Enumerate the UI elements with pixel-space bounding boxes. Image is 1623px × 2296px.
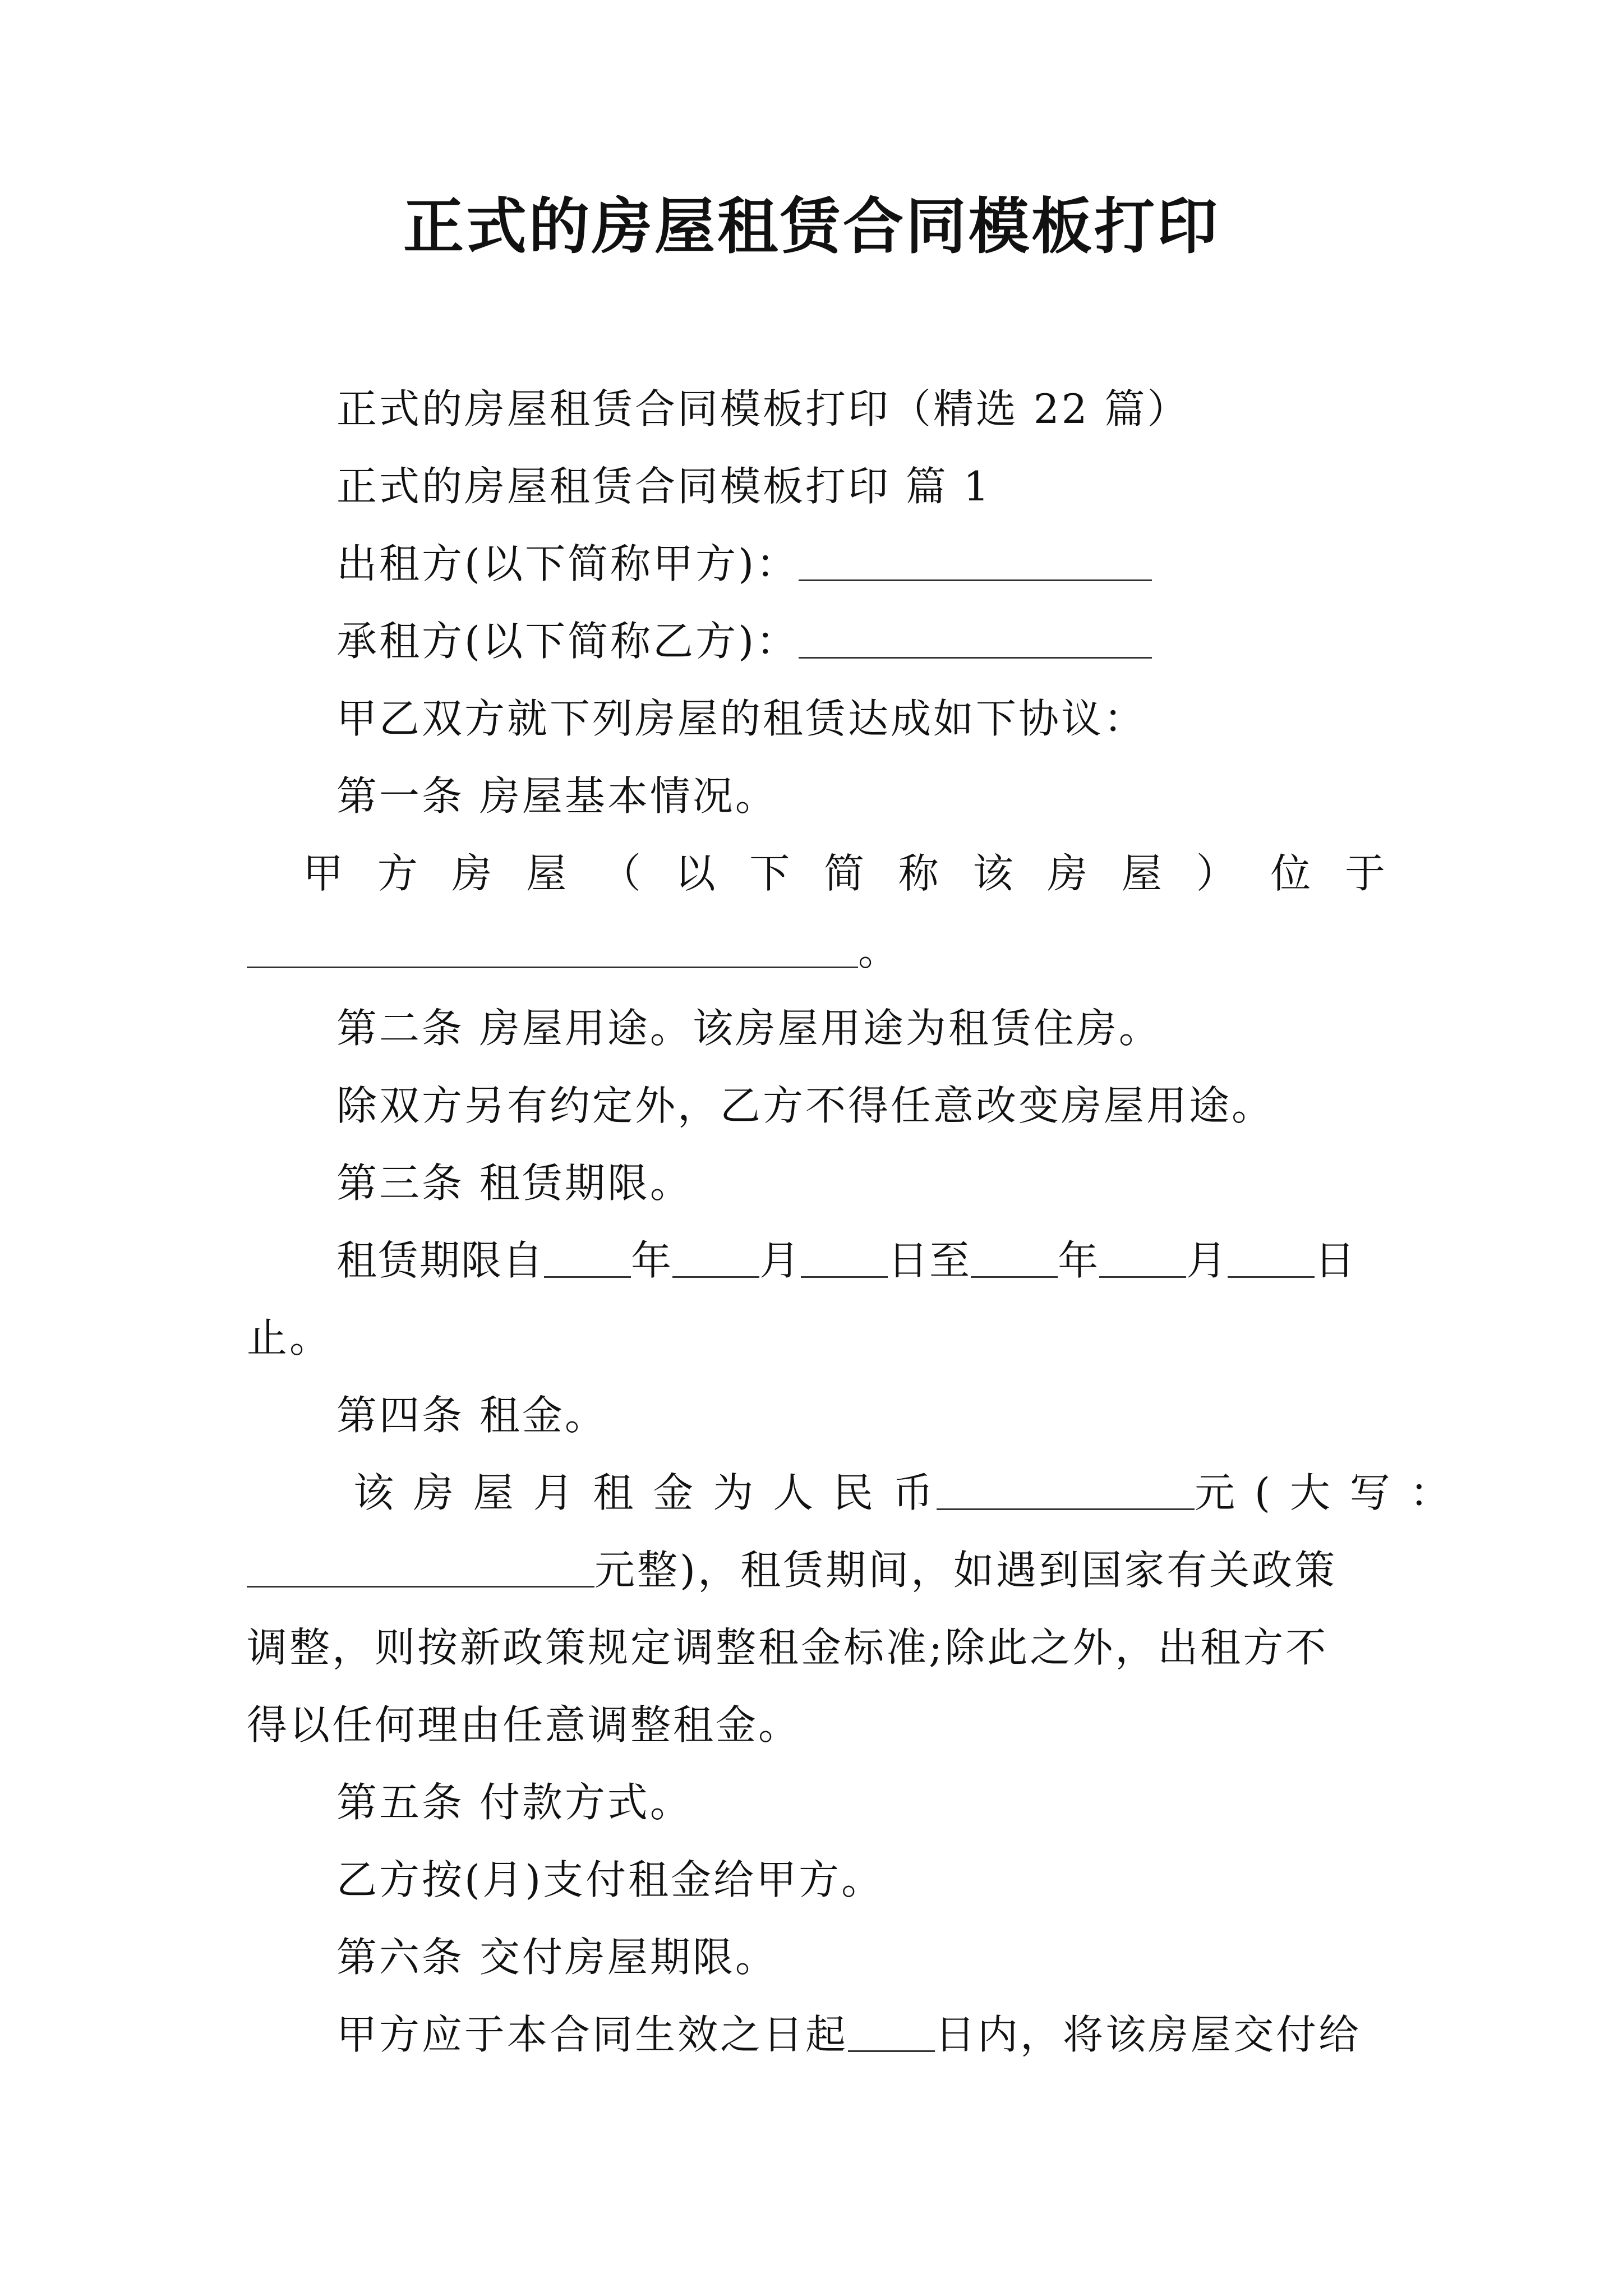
- paragraph-article-4: 第四条 租金。: [336, 1392, 607, 1439]
- end-year-blank: [971, 1231, 1058, 1278]
- paragraph-delivery: [247, 1996, 1385, 2073]
- day-to-label: 日至: [888, 1237, 971, 1284]
- year-label: 年: [631, 1237, 673, 1284]
- lessor-label: 出租方(以下简称甲方)：: [336, 540, 799, 587]
- paragraph-section-heading: 正式的房屋租赁合同模板打印 篇 1: [336, 463, 992, 510]
- paragraph-subtitle: 正式的房屋租赁合同模板打印（精选 22 篇）: [336, 385, 1190, 432]
- rent-uppercase-blank: [247, 1541, 594, 1588]
- paragraph-agreement: 甲乙双方就下列房屋的租赁达成如下协议：: [336, 695, 1147, 742]
- paragraph-article-1: 第一条 房屋基本情况。: [336, 772, 778, 820]
- end-month-label: 月: [1186, 1237, 1228, 1284]
- start-day-blank: [801, 1231, 888, 1278]
- paragraph-article-3: 第三条 租赁期限。: [336, 1159, 693, 1207]
- paragraph-rent: [247, 1454, 1454, 1531]
- start-month-blank: [672, 1231, 759, 1278]
- paragraph-lease-term-cont: 止。: [247, 1314, 333, 1361]
- house-location-blank: [247, 922, 858, 968]
- start-year-blank: [544, 1231, 631, 1278]
- delivery-cont-text: 日内，将该房屋交付给: [935, 2011, 1362, 2058]
- document-body: [247, 370, 1454, 2073]
- lessee-blank: [799, 612, 1152, 659]
- paragraph-house-location-cont: [247, 912, 1385, 990]
- paragraph-rent-cont-3: 得以任何理由任意调整租金。: [247, 1701, 801, 1749]
- paragraph-usage: 除双方另有约定外，乙方不得任意改变房屋用途。: [336, 1082, 1275, 1129]
- paragraph-rent-cont-2: 调整，则按新政策规定调整租金标准;除此之外，出租方不: [247, 1624, 1329, 1671]
- house-location-period: 。: [858, 927, 901, 974]
- paragraph-lessor: [247, 525, 1385, 602]
- rent-cont-text: 元整)，租赁期间，如遇到国家有关政策: [594, 1547, 1338, 1594]
- paragraph-payment: 乙方按(月)支付租金给甲方。: [336, 1856, 884, 1903]
- lessee-label: 承租方(以下简称乙方)：: [336, 618, 799, 665]
- paragraph-rent-cont-1: [247, 1531, 1385, 1609]
- delivery-days-blank: [848, 2005, 935, 2052]
- end-year-label: 年: [1058, 1237, 1100, 1284]
- house-location-text: 甲 方 房 屋 （ 以 下 简 称 该 房 屋 ） 位 于: [303, 850, 1385, 897]
- paragraph-article-6: 第六条 交付房屋期限。: [336, 1934, 778, 1981]
- rent-label: 该 房 屋 月 租 金 为 人 民 币: [353, 1469, 937, 1516]
- paragraph-article-2: 第二条 房屋用途。该房屋用途为租赁住房。: [336, 1005, 1161, 1052]
- document-title: 正式的房屋租赁合同模板打印: [403, 191, 1220, 262]
- end-month-blank: [1099, 1231, 1186, 1278]
- end-day-label: 日: [1315, 1237, 1357, 1284]
- paragraph-house-location: [247, 835, 1385, 912]
- rent-amount-blank: [937, 1464, 1195, 1510]
- paragraph-lessee: [247, 602, 1385, 680]
- rent-uppercase-label: 元 ( 大 写 ：: [1194, 1469, 1454, 1516]
- lease-term-label: 租赁期限自: [336, 1237, 545, 1284]
- month-label: 月: [759, 1237, 801, 1284]
- end-day-blank: [1228, 1231, 1315, 1278]
- paragraph-lease-term: [247, 1222, 1385, 1299]
- delivery-label: 甲方应于本合同生效之日起: [336, 2011, 849, 2058]
- lessor-blank: [799, 535, 1152, 581]
- paragraph-article-5: 第五条 付款方式。: [336, 1779, 693, 1826]
